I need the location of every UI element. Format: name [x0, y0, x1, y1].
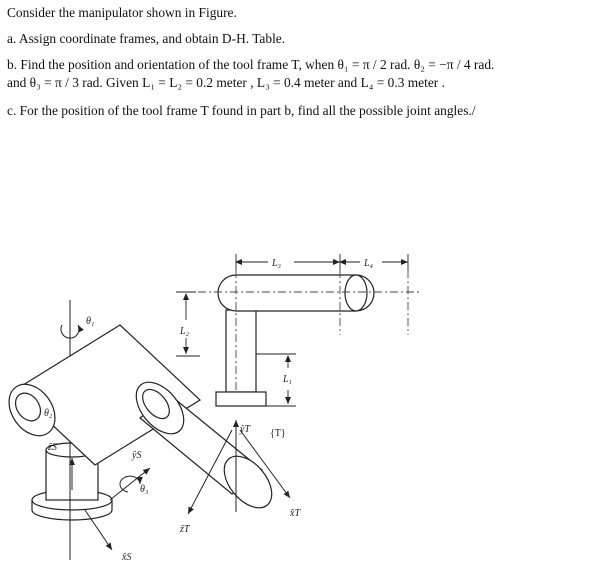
theta-2-label: θ₂ [44, 408, 53, 419]
problem-part-b-line-2: and θ₃ = π / 3 rad. Given L₁ = L₂ = 0.2 meter , L₃ = 0.4 meter and L₄ = 0.3 meter . [7, 75, 445, 90]
problem-part-b-line-1: b. Find the position and orientation of the tool frame T, when θ₁ = π / 2 rad. θ₂ = −π / 4 rad. [7, 57, 495, 72]
theta-3-label: θ₃ [140, 484, 149, 495]
l4-dimension-label: L₄ [364, 258, 374, 269]
theta-1-label: θ₁ [86, 316, 95, 327]
l1-dimension-label: L₁ [283, 374, 293, 385]
problem-part-c: c. For the position of the tool frame T found in part b, find all the possible joint angles./ [7, 103, 476, 118]
yt-axis-label: ŷT [240, 424, 250, 435]
xs-axis-label: x̂S [122, 552, 132, 563]
dimension-l2 [176, 292, 200, 356]
dimension-l3-l4 [236, 254, 408, 270]
l3-dimension-label: L₃ [272, 258, 282, 269]
zs-axis-label: ẑS [48, 442, 57, 453]
manipulator-figure [0, 230, 600, 568]
problem-part-a: a. Assign coordinate frames, and obtain D-H. Table. [7, 31, 286, 46]
tool-frame-label: {T} [270, 428, 286, 439]
upper-arm [216, 275, 374, 406]
problem-intro: Consider the manipulator shown in Figure. [7, 5, 237, 20]
ys-axis-label: ŷS [132, 450, 142, 461]
l2-dimension-label: L₂ [180, 326, 190, 337]
zt-axis-label: ẑT [180, 524, 190, 535]
problem-statement [7, 4, 595, 120]
xt-axis-label: x̂T [290, 508, 300, 519]
